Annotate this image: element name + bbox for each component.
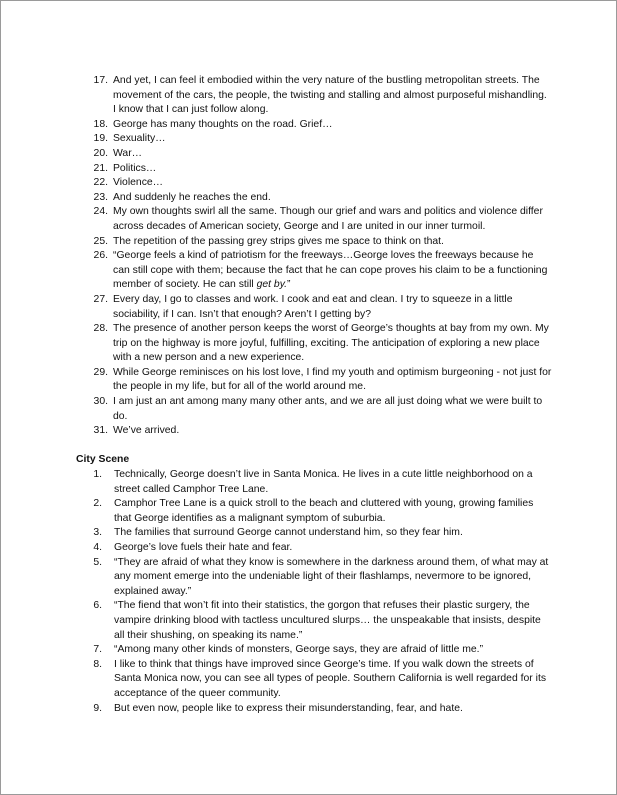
item-text: Technically, George doesn’t live in Santa Monica. He lives in a cute little neighborhood on a street called Camphor Tree Lane. [114,469,533,495]
item-number: 17. [93,75,108,86]
item-text: The families that surround George cannot understand him, so they fear him. [114,527,463,539]
item-text: The presence of another person keeps the worst of George’s thoughts at bay from my own. My trip on the highway is more joyful, fulfilling, exciting. The anticipation of exploring a new place with a new person and a new experience. [113,323,549,364]
list-item [76,599,552,643]
item-number: 22. [93,177,108,189]
list-item [76,497,552,526]
item-number: 3. [93,527,102,539]
item-text: But even now, people like to express their misunderstanding, fear, and hate. [114,702,463,714]
item-number: 19. [93,133,108,145]
item-text: Violence… [113,177,164,189]
list-item [76,176,552,191]
item-number: 6. [93,600,102,612]
list-item [76,322,552,366]
item-number: 20. [93,147,108,159]
list-item [76,556,552,600]
item-number: 18. [93,118,108,130]
item-text: And yet, I can feel it embodied within the very nature of the bustling metropolitan streets. The movement of the cars, the people, the twisting and stalling and almost purposeful mishandling. I know that I can just follow along. [113,75,547,116]
list-item [76,293,552,322]
list-item [76,118,552,133]
item-text: George’s love fuels their hate and fear. [114,542,293,553]
list-item [76,424,552,439]
item-number: 8. [93,658,102,670]
list-item [76,162,552,177]
item-number: 1. [93,469,102,481]
item-number: 24. [93,206,108,218]
item-number: 31. [93,425,108,437]
item-text-closing-quote: ” [287,279,291,291]
item-number: 23. [93,191,108,203]
item-number: 4. [93,542,102,553]
item-number: 7. [93,644,102,656]
item-text: Every day, I go to classes and work. I cook and eat and clean. I try to squeeze in a little sociability, if I can. Isn’t that enough? Aren’t I getting by? [113,293,513,320]
list-item [76,132,552,147]
item-number: 27. [93,293,108,305]
section-heading-city-scene: City Scene [76,454,130,466]
item-text: Sexuality… [113,133,166,145]
item-text: We’ve arrived. [113,425,180,437]
list-item [76,191,552,206]
item-number: 21. [93,162,108,174]
list-item [76,249,552,293]
item-text: “Among many other kinds of monsters, George says, they are afraid of little me.” [114,644,484,656]
item-number: 28. [93,323,108,335]
list-item [76,541,552,556]
list-item [76,643,552,658]
list-item [76,366,552,395]
list-item [76,74,552,118]
list-item [76,395,552,424]
item-text: My own thoughts swirl all the same. Though our grief and wars and politics and violence differ across decades of American society, George and I are united in our inner turmoil. [113,206,543,232]
item-text: War… [113,147,143,159]
list-item [76,147,552,162]
item-text: Camphor Tree Lane is a quick stroll to the beach and cluttered with young, growing families that George identifies as a malignant symptom of suburbia. [114,498,534,524]
item-text: Politics… [113,162,157,174]
item-text: George has many thoughts on the road. Grief… [113,118,333,130]
item-number: 2. [93,498,102,510]
item-number: 5. [93,556,102,568]
item-text: While George reminisces on his lost love, I find my youth and optimism burgeoning - not just for the people in my life, but for all of the world around me. [113,366,552,393]
item-text: The repetition of the passing grey strips gives me space to think on that. [113,235,444,247]
item-number: 29. [93,366,108,378]
item-text: I am just an ant among many many other ants, and we are all just doing what we were built to do. [113,396,543,422]
list-item [76,468,552,497]
item-text: And suddenly he reaches the end. [113,191,271,203]
list-item [76,658,552,702]
item-number: 25. [93,235,108,247]
item-number: 30. [93,396,108,408]
list-item [76,205,552,234]
list-item [76,702,552,717]
item-text [113,249,552,293]
item-text: “They are afraid of what they know is somewhere in the darkness around them, of what may at any moment emerge into the undeniable light of their flashlamps, nevermore to be ignored, explained away.” [114,556,549,597]
item-number: 26. [93,250,108,262]
item-text: I like to think that things have improved since George’s time. If you walk down the streets of Santa Monica now, you can see all types of people. Southern California is well regarded for its acceptance of the queer community. [114,658,547,699]
numbered-list-main [76,74,552,439]
item-text-emphasis: get by. [256,279,288,291]
list-item [76,526,552,541]
page-content [76,74,552,716]
list-item [76,235,552,250]
numbered-list-city-scene [76,468,552,716]
item-text-main: “George feels a kind of patriotism for the freeways…George loves the freeways because he can still cope with them; because the fact that he can cope proves his claim to be a functioning member of society. He can still [113,250,548,291]
item-number: 9. [93,702,102,714]
item-text: “The fiend that won’t fit into their statistics, the gorgon that refuses their plastic surgery, the vampire drinking blood with tactless uncultured slurps… the unspeakable that insists, despite all their shushing, on speaking its name.” [114,600,541,641]
